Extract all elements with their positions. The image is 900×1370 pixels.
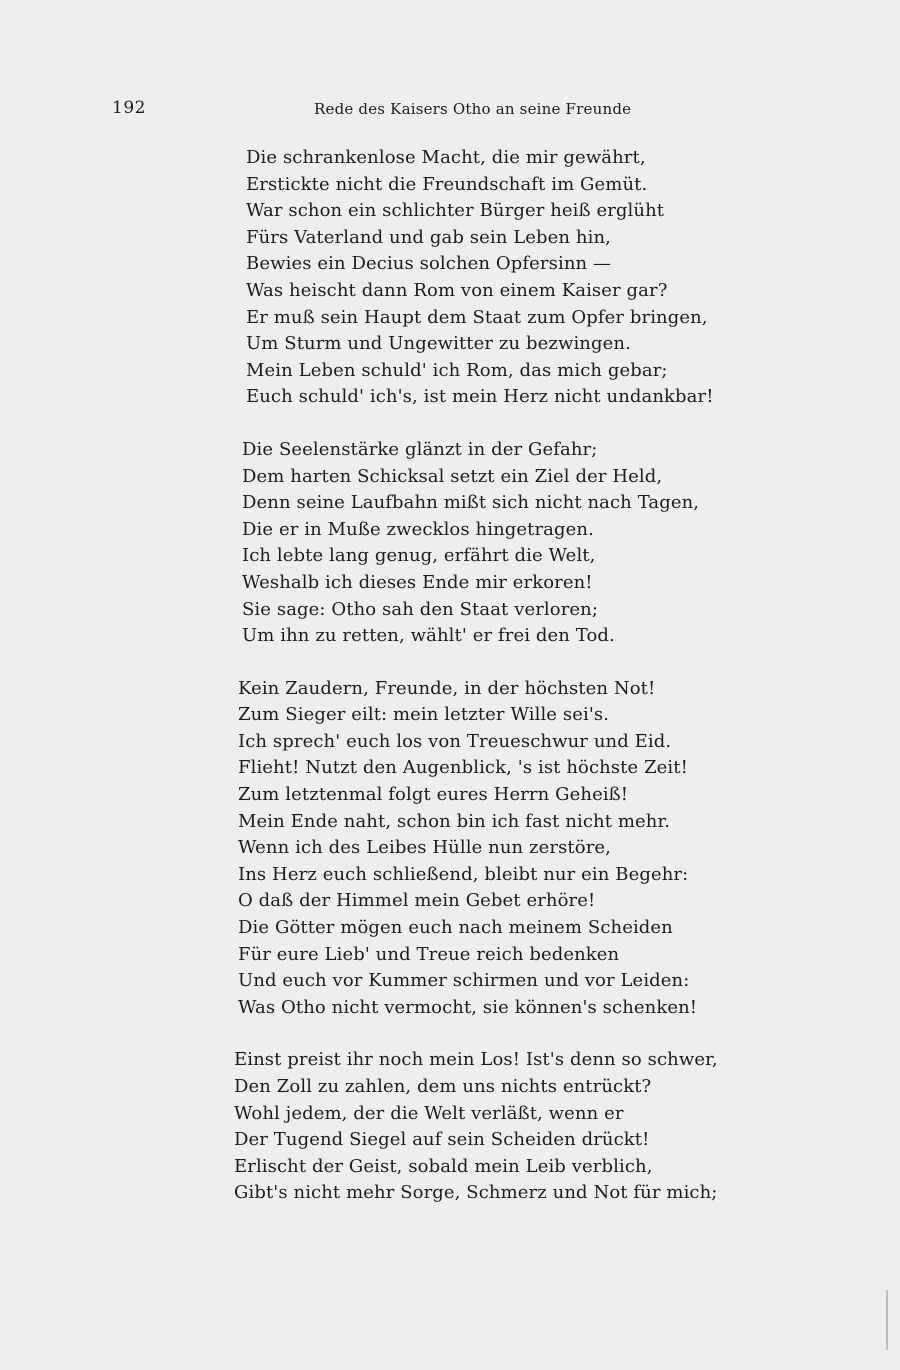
stanza-3 (238, 676, 794, 1022)
running-title: Rede des Kaisers Otho an seine Freunde (314, 100, 632, 118)
stanza-1 (246, 145, 794, 411)
verse-line: Wohl jedem, der die Welt verläßt, wenn er (234, 1102, 624, 1124)
poem-body (234, 145, 794, 1233)
verse-line: Bewies ein Decius solchen Opfersinn — (246, 253, 612, 275)
verse-line: Zum Sieger eilt: mein letzter Wille sei's. (238, 704, 610, 726)
verse-line: Was heischt dann Rom von einem Kaiser gar? (246, 279, 668, 301)
verse-line: Und euch vor Kummer schirmen und vor Leiden: (238, 970, 690, 992)
verse-line: Was Otho nicht vermocht, sie können's schenken! (238, 996, 698, 1018)
verse-line: Ins Herz euch schließend, bleibt nur ein Begehr: (238, 863, 689, 885)
page-number: 192 (112, 98, 146, 118)
verse-line: Die Seelenstärke glänzt in der Gefahr; (242, 438, 598, 460)
verse-line: War schon ein schlichter Bürger heiß erglüht (246, 200, 665, 222)
verse-line: Dem harten Schicksal setzt ein Ziel der Held, (242, 465, 663, 487)
verse-line: Euch schuld' ich's, ist mein Herz nicht undankbar! (246, 386, 714, 408)
stanza-2 (242, 437, 794, 650)
verse-line: Um ihn zu retten, wählt' er frei den Tod. (242, 625, 615, 647)
verse-line: Die er in Muße zwecklos hingetragen. (242, 518, 594, 540)
verse-line: Gibt's nicht mehr Sorge, Schmerz und Not für mich; (234, 1182, 718, 1204)
verse-line: Fürs Vaterland und gab sein Leben hin, (246, 226, 611, 248)
verse-line: Wenn ich des Leibes Hülle nun zerstöre, (238, 837, 611, 859)
verse-line: Ich sprech' euch los von Treueschwur und Eid. (238, 730, 672, 752)
verse-line: Flieht! Nutzt den Augenblick, 's ist höchste Zeit! (238, 757, 688, 779)
verse-line: Mein Leben schuld' ich Rom, das mich gebar; (246, 359, 668, 381)
verse-line: Den Zoll zu zahlen, dem uns nichts entrückt? (234, 1076, 652, 1097)
verse-line: Um Sturm und Ungewitter zu bezwingen. (246, 333, 631, 355)
verse-line: Erlischt der Geist, sobald mein Leib verblich, (234, 1155, 653, 1177)
verse-line: Zum letztenmal folgt eures Herrn Geheiß! (238, 784, 629, 806)
verse-line: Einst preist ihr noch mein Los! Ist's denn so schwer, (234, 1049, 718, 1071)
stanza-4 (234, 1047, 794, 1207)
verse-line: Erstickte nicht die Freundschaft im Gemüt. (246, 173, 648, 195)
verse-line: Ich lebte lang genug, erfährt die Welt, (242, 545, 596, 567)
verse-line: Der Tugend Siegel auf sein Scheiden drückt! (234, 1129, 650, 1151)
verse-line: O daß der Himmel mein Gebet erhöre! (238, 890, 596, 912)
verse-line: Kein Zaudern, Freunde, in der höchsten Not! (238, 677, 656, 699)
verse-line: Sie sage: Otho sah den Staat verloren; (242, 598, 599, 620)
verse-line: Für eure Lieb' und Treue reich bedenken (238, 943, 620, 965)
verse-line: Mein Ende naht, schon bin ich fast nicht mehr. (238, 810, 671, 832)
verse-line: Weshalb ich dieses Ende mir erkoren! (242, 571, 593, 593)
verse-line: Er muß sein Haupt dem Staat zum Opfer bringen, (246, 306, 708, 328)
verse-line: Die Götter mögen euch nach meinem Scheiden (238, 917, 673, 939)
scan-edge-mark (886, 1290, 888, 1350)
verse-line: Denn seine Laufbahn mißt sich nicht nach Tagen, (242, 492, 700, 514)
page-header (112, 98, 632, 124)
verse-line: Die schrankenlose Macht, die mir gewährt, (246, 147, 646, 168)
